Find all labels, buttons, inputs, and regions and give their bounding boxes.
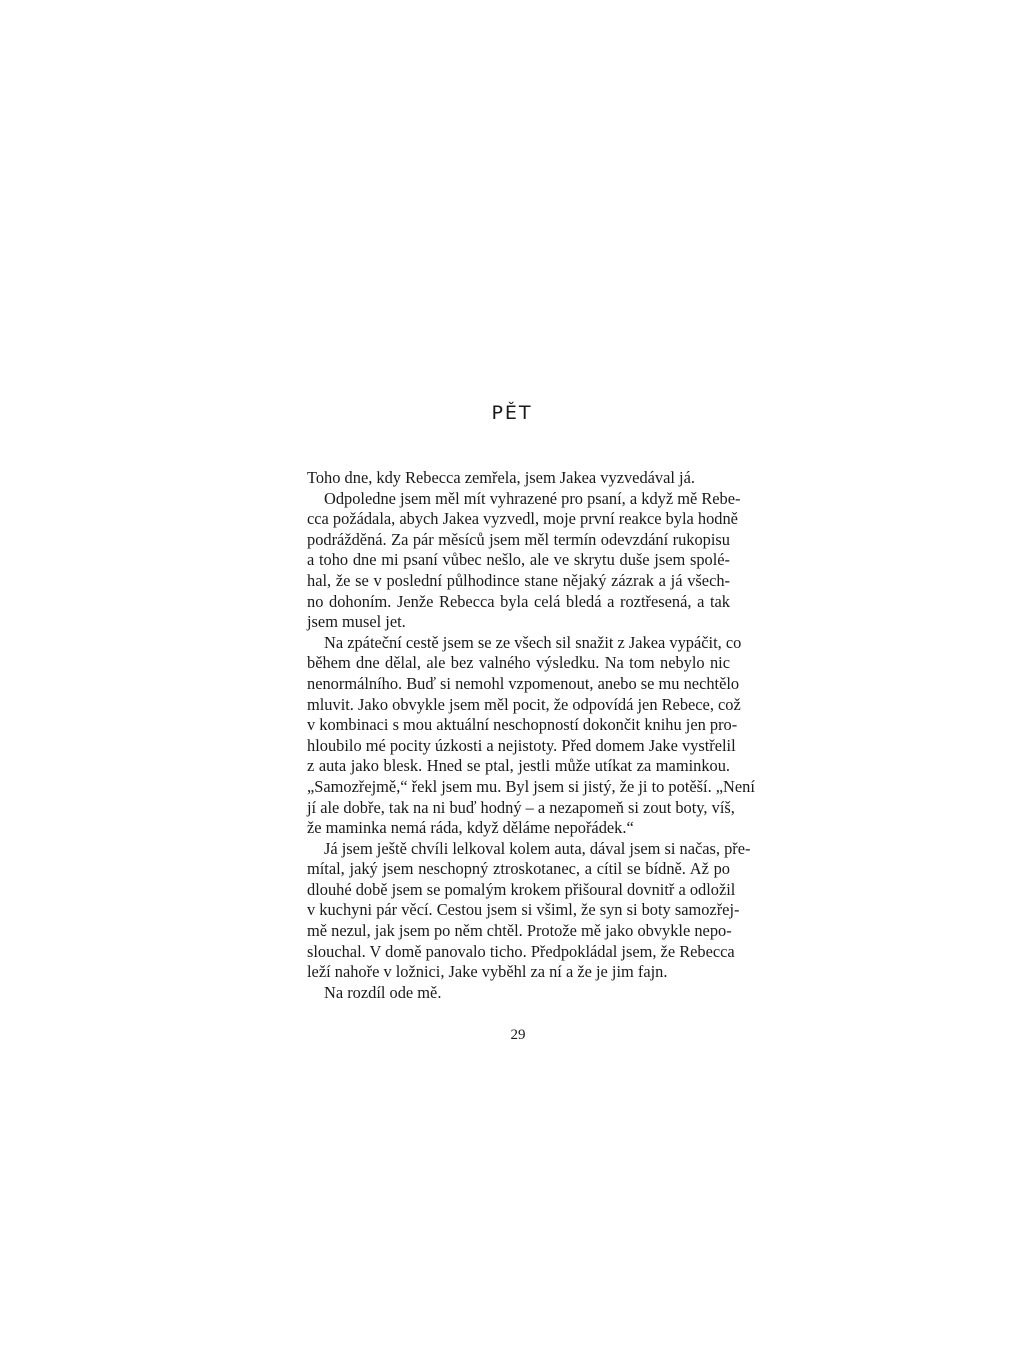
- text-line: Na zpáteční cestě jsem se ze všech sil snažit z Jakea vypáčit, co: [324, 632, 742, 652]
- text-line: Toho dne, kdy Rebecca zemřela, jsem Jakea vyzvedával já.: [307, 468, 695, 487]
- text-line: „Samozřejmě,“ řekl jsem mu. Byl jsem si jistý, že ji to potěší. „Není: [307, 776, 755, 796]
- text-line: mítal, jaký jsem neschopný ztroskotanec, a cítil se bídně. Až po: [307, 859, 730, 879]
- text-line: z auta jako blesk. Hned se ptal, jestli může utíkat za maminkou.: [307, 756, 730, 776]
- text-line: Na rozdíl ode mě.: [324, 982, 442, 1002]
- text-line: v kuchyni pár věcí. Cestou jsem si všiml, že syn si boty samozřej-: [307, 900, 740, 920]
- chapter-title: PĚT: [491, 402, 533, 424]
- text-line: dlouhé době jsem se pomalým krokem přišoural dovnitř a odložil: [307, 879, 736, 899]
- text-line: v kombinaci s mou aktuální neschopností dokončit knihu jen pro-: [307, 715, 738, 735]
- text-line: cca požádala, abych Jakea vyzvedl, moje první reakce byla hodně: [307, 509, 738, 529]
- text-line: podrážděná. Za pár měsíců jsem měl termín odevzdání rukopisu: [307, 529, 730, 549]
- text-line: slouchal. V domě panovalo ticho. Předpokládal jsem, že Rebecca: [307, 941, 735, 961]
- text-line: hal, že se v poslední půlhodince stane nějaký zázrak a já všech-: [307, 570, 730, 590]
- text-line: mě nezul, jak jsem po něm chtěl. Protože mě jako obvykle nepo-: [307, 921, 732, 941]
- text-line: mluvit. Jako obvykle jsem měl pocit, že odpovídá jen Rebece, což: [307, 694, 741, 714]
- text-line: jsem musel jet.: [307, 612, 406, 632]
- text-line: jí ale dobře, tak na ni buď hodný – a nezapomeň si zout boty, víš,: [307, 797, 735, 817]
- text-line: a toho dne mi psaní vůbec nešlo, ale ve skrytu duše jsem spolé-: [307, 550, 730, 570]
- text-line: Odpoledne jsem měl mít vyhrazené pro psaní, a když mě Rebe-: [324, 488, 741, 508]
- text-line: že maminka nemá ráda, když děláme nepořádek.“: [307, 818, 634, 838]
- text-line: leží nahoře v ložnici, Jake vyběhl za ní a že je jim fajn.: [307, 962, 668, 982]
- text-line: nenormálního. Buď si nemohl vzpomenout, anebo se mu nechtělo: [307, 673, 740, 693]
- text-line: hloubilo mé pocity úzkosti a nejistoty. Před domem Jake vystřelil: [307, 735, 736, 755]
- text-line: během dne dělal, ale bez valného výsledku. Na tom nebylo nic: [307, 653, 730, 673]
- text-line: no dohoním. Jenže Rebecca byla celá bledá a roztřesená, a tak: [307, 591, 730, 611]
- text-line: Já jsem ještě chvíli lelkoval kolem auta, dával jsem si načas, pře-: [324, 838, 751, 858]
- page-number: 29: [510, 1027, 526, 1043]
- body-text: [307, 468, 755, 1003]
